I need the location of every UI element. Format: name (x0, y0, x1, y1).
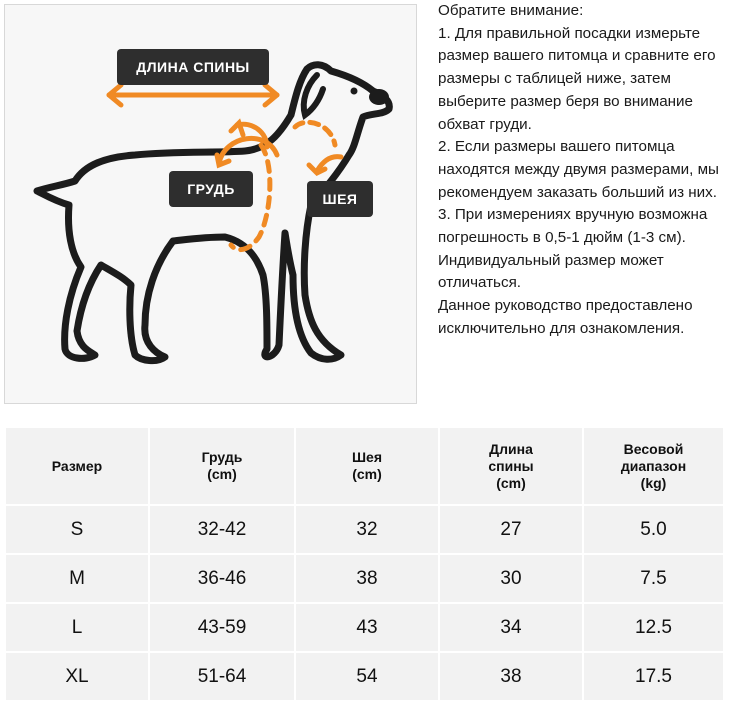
measurement-notes (438, 0, 730, 341)
table-header-row (5, 427, 724, 505)
cell-neck: 38 (295, 554, 439, 603)
dog-eye (351, 88, 358, 95)
dog-ear (304, 75, 323, 115)
cell-chest: 51-64 (149, 652, 295, 701)
back-length-tag: ДЛИНА СПИНЫ (117, 49, 269, 85)
notes-heading: Обратите внимание: (438, 2, 584, 19)
dog-measurement-diagram (4, 4, 417, 404)
neck-tag: ШЕЯ (307, 181, 373, 217)
table-row (5, 652, 724, 701)
cell-chest: 43-59 (149, 603, 295, 652)
back-length-arrow (109, 85, 277, 105)
header-weight-range: Весовой диапазон (kg) (583, 427, 724, 505)
neck-measure-loop (295, 122, 341, 173)
cell-neck: 54 (295, 652, 439, 701)
cell-neck: 32 (295, 505, 439, 554)
table-row (5, 603, 724, 652)
cell-back-length: 27 (439, 505, 583, 554)
notes-item-1: 1. Для правильной посадки измерьте размер вашего питомца и сравните его размеры с таблицей ниже, затем выберите размер беря во внимание обхват груди. (438, 24, 716, 133)
cell-size: S (5, 505, 149, 554)
size-chart-table (4, 426, 723, 694)
header-back-length: Длина спины (cm) (439, 427, 583, 505)
cell-back-length: 38 (439, 652, 583, 701)
cell-size: M (5, 554, 149, 603)
table-row (5, 554, 724, 603)
cell-weight: 7.5 (583, 554, 724, 603)
chest-tag: ГРУДЬ (169, 171, 253, 207)
dog-nose (369, 89, 389, 105)
cell-chest: 32-42 (149, 505, 295, 554)
table-row (5, 505, 724, 554)
notes-item-4: Данное руководство предоставлено исключительно для ознакомления. (438, 297, 693, 337)
notes-item-3: 3. При измерениях вручную возможна погрешность в 0,5-1 дюйм (1-3 см). Индивидуальный размер может отличаться. (438, 206, 708, 292)
cell-size: XL (5, 652, 149, 701)
header-neck: Шея (cm) (295, 427, 439, 505)
cell-weight: 5.0 (583, 505, 724, 554)
header-size: Размер (5, 427, 149, 505)
cell-weight: 17.5 (583, 652, 724, 701)
cell-back-length: 34 (439, 603, 583, 652)
cell-size: L (5, 603, 149, 652)
cell-weight: 12.5 (583, 603, 724, 652)
header-chest: Грудь (cm) (149, 427, 295, 505)
cell-neck: 43 (295, 603, 439, 652)
cell-chest: 36-46 (149, 554, 295, 603)
notes-item-2: 2. Если размеры вашего питомца находятся между двумя размерами, мы рекомендуем заказать больший из них. (438, 138, 719, 201)
cell-back-length: 30 (439, 554, 583, 603)
